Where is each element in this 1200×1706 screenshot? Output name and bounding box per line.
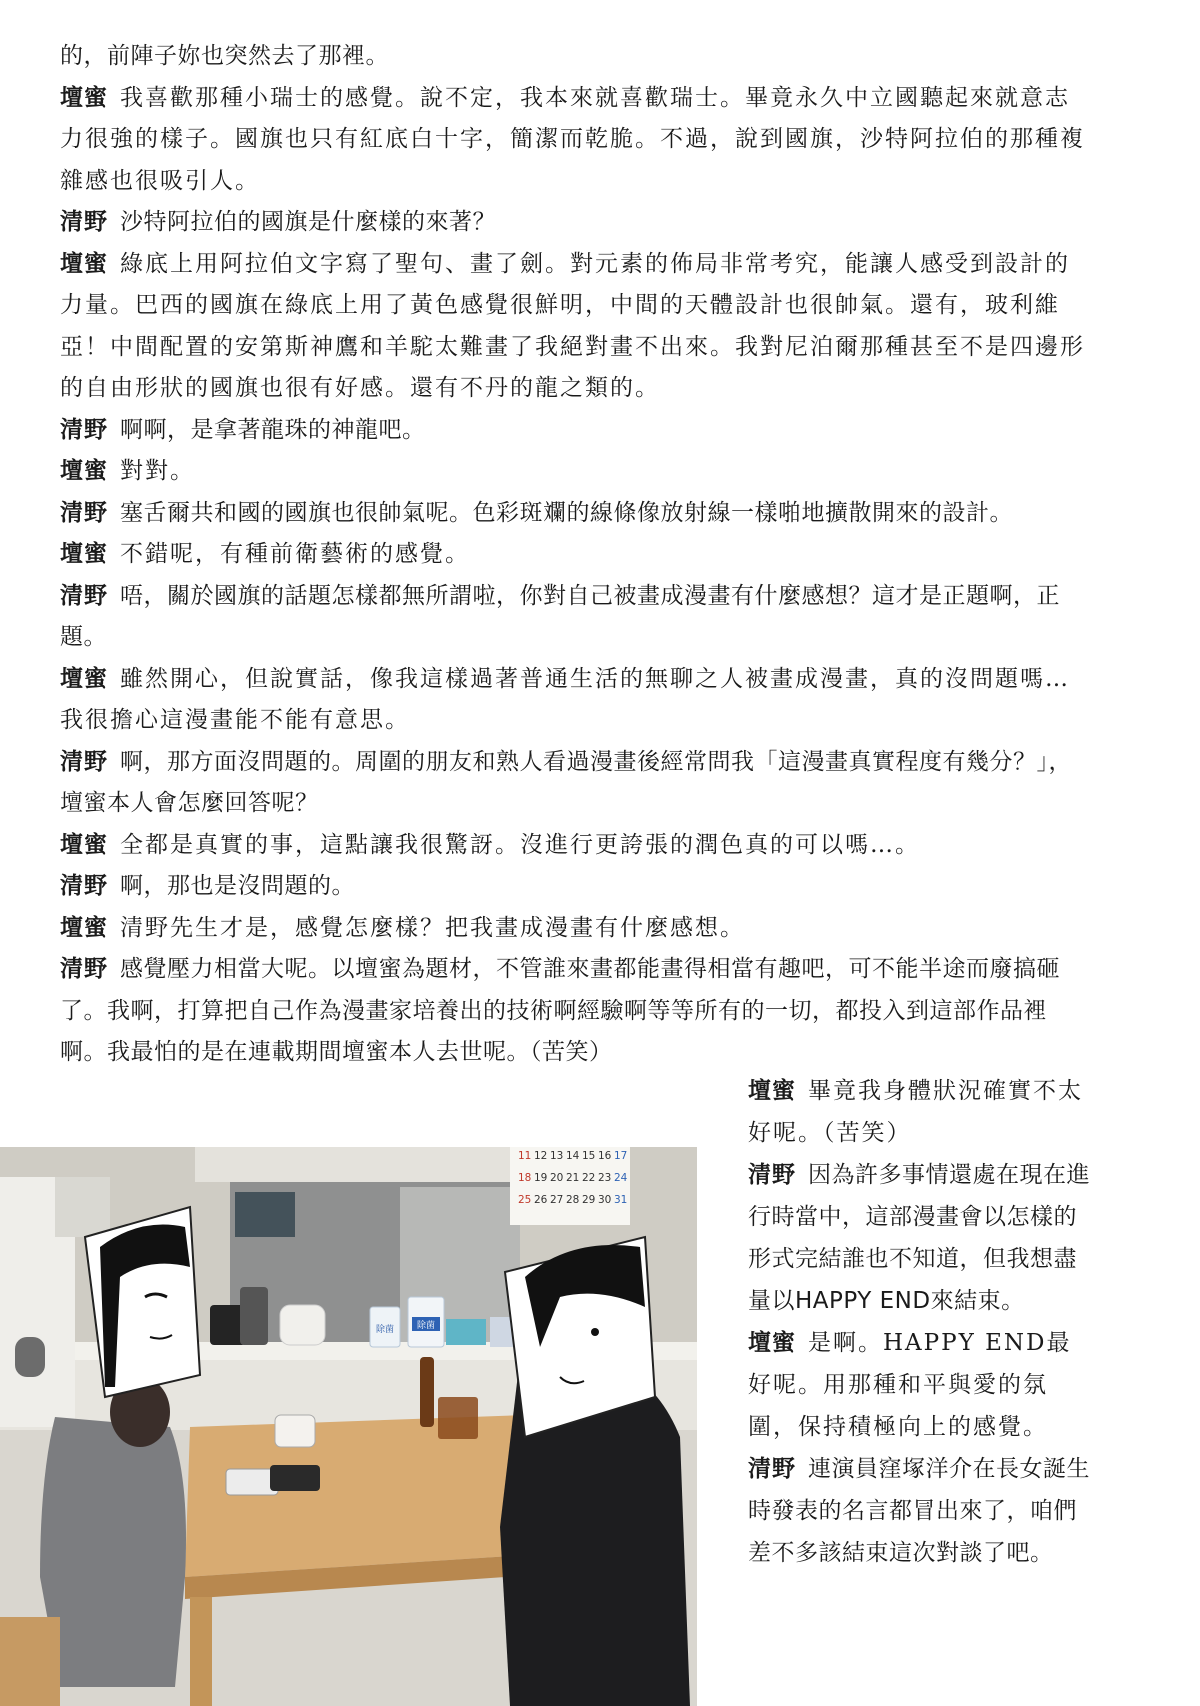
calendar-day: 12 [534,1150,548,1162]
dialogue-line [748,1070,1093,1154]
line-text: 的，前陣子妳也突然去了那裡。 [60,43,389,69]
speaker-label: 清野 [60,416,108,443]
speaker-label: 壇蜜 [60,458,108,484]
wall-calendar [510,1147,630,1225]
line-text: 我喜歡那種小瑞士的感覺。說不定，我本來就喜歡瑞士。畢竟永久中立國聽起來就意志力很強的樣子。國旗也只有紅底白十字，簡潔而乾脆。不過，說到國旗，沙特阿拉伯的那種複雜感也很吸引人。 [60,84,1085,194]
oven-mitt [15,1337,45,1377]
line-text: 感覺壓力相當大呢。以壇蜜為題材，不管誰來畫都能畫得相當有趣吧，可不能半途而廢搞砸了。我啊，打算把自己作為漫畫家培養出的技術啊經驗啊等等所有的一切，都投入到這部作品裡啊。我最怕的是在連載期間壇蜜本人去世呢。（苦笑） [60,956,1060,1065]
wall-picture [235,1192,295,1237]
calendar-day: 19 [534,1172,548,1184]
speaker-label: 清野 [60,873,108,899]
kettle [240,1287,268,1345]
calendar-day: 31 [614,1194,628,1206]
calendar-day: 13 [550,1150,564,1162]
person-left [40,1377,186,1687]
dialogue-line [748,1322,1093,1448]
remote-control [270,1465,320,1491]
calendar-day: 18 [518,1172,532,1184]
tissue-box [446,1319,486,1345]
line-text: 連演員窪塚洋介在長女誕生時發表的名言都冒出來了，咱們差不多該結束這次對談了吧。 [748,1456,1090,1566]
line-text: 清野先生才是，感覺怎麼樣？把我畫成漫畫有什麼感想。 [120,914,745,941]
line-text: 啊啊，是拿著龍珠的神龍吧。 [120,416,426,443]
speaker-label: 壇蜜 [748,1078,796,1104]
speaker-label: 清野 [748,1162,796,1188]
speaker-label: 清野 [748,1456,796,1482]
speaker-label: 壇蜜 [60,665,108,692]
dialogue-line [60,742,1092,825]
dialogue-line [60,493,1092,535]
dialogue-line [60,202,1092,244]
chair [0,1617,60,1706]
speaker-label: 壇蜜 [60,250,108,277]
line-text: 因為許多事情還處在現在進行時當中，這部漫畫會以怎樣的形式完結誰也不知道，但我想盡量以HAPPY END來結束。 [748,1162,1090,1314]
kitchen-photo [0,1147,697,1706]
dialogue-line [60,908,1092,950]
calendar-day: 27 [550,1194,564,1206]
calendar-day: 16 [598,1150,612,1162]
calendar-day: 24 [614,1172,628,1184]
dialogue-line [60,825,1092,867]
line-text: 雖然開心，但說實話，像我這樣過著普通生活的無聊之人被畫成漫畫，真的沒問題嗎…我很擔心這漫畫能不能有意思。 [60,665,1070,733]
speaker-label: 清野 [60,748,108,775]
speaker-label: 壇蜜 [60,84,108,111]
line-text: 啊，那也是沒問題的。 [120,873,355,899]
dialogue-line [748,1154,1093,1322]
sanitizer-container-left [370,1307,400,1347]
dialogue-line [60,410,1092,452]
speaker-label: 壇蜜 [60,541,108,567]
calendar-day: 26 [534,1194,548,1206]
calendar-day: 23 [598,1172,612,1184]
line-text: 畢竟我身體狀況確實不太好呢。（苦笑） [748,1078,1083,1146]
range-hood [195,1147,525,1182]
calendar-day: 14 [566,1150,580,1162]
dialogue-line [60,659,1092,742]
speaker-label: 清野 [60,582,108,609]
line-text: 全都是真實的事，這點讓我很驚訝。沒進行更誇張的潤色真的可以嗎…。 [120,831,920,858]
speaker-label: 壇蜜 [60,914,108,941]
dialogue-column [60,36,1092,1074]
manga-face-card-left [85,1207,200,1397]
calendar-day: 17 [614,1150,628,1162]
electric-kettle [280,1305,325,1345]
calendar-day: 11 [518,1150,532,1162]
speaker-label: 清野 [60,209,108,235]
beer-bottle [420,1357,434,1427]
calendar-day: 29 [582,1194,596,1206]
calendar-day: 28 [566,1194,580,1206]
calendar-day: 21 [566,1172,580,1184]
calendar-day: 30 [598,1194,612,1206]
calendar-day: 22 [582,1172,596,1184]
dialogue-line [60,36,1092,78]
line-text: 是啊。HAPPY END最好呢。用那種和平與愛的氛圍，保持積極向上的感覺。 [748,1330,1072,1440]
product-label: 除菌 [416,1321,436,1331]
line-text: 塞舌爾共和國的國旗也很帥氣呢。色彩斑斕的線條像放射線一樣啪地擴散開來的設計。 [120,499,1013,526]
dialogue-line [60,78,1092,203]
line-text: 不錯呢，有種前衛藝術的感覺。 [120,541,470,567]
dialogue-line [60,576,1092,659]
kitchen-photo-illustration [0,1147,697,1706]
speaker-label: 壇蜜 [748,1330,796,1356]
speaker-label: 清野 [60,956,108,982]
speaker-label: 清野 [60,499,108,526]
dialogue-line [60,534,1092,576]
line-text: 綠底上用阿拉伯文字寫了聖句、畫了劍。對元素的佈局非常考究，能讓人感受到設計的力量。巴西的國旗在綠底上用了黃色感覺很鮮明，中間的天體設計也很帥氣。還有，玻利維亞！中間配置的安第斯神鷹和羊駝太難畫了我絕對畫不出來。我對尼泊爾那種甚至不是四邊形的自由形狀的國旗也很有好感。還有不丹的龍之類的。 [60,250,1085,401]
sanitizer-container-right [408,1297,444,1347]
dialogue-line [748,1448,1093,1574]
drinking-glass [438,1397,478,1439]
calendar-day: 25 [518,1194,532,1206]
coffee-mug [275,1415,315,1447]
dish-rack [55,1177,110,1237]
dialogue-line [60,451,1092,493]
calendar-day: 15 [582,1150,596,1162]
line-text: 沙特阿拉伯的國旗是什麼樣的來著？ [120,209,496,235]
dialogue-line [60,949,1092,1074]
dialogue-line [60,866,1092,908]
speaker-label: 壇蜜 [60,831,108,858]
line-text: 唔，關於國旗的話題怎樣都無所謂啦，你對自己被畫成漫畫有什麼感想？這才是正題啊，正題。 [60,582,1060,650]
product-label: 除菌 [375,1325,395,1335]
line-text: 啊，那方面沒問題的。周圍的朋友和熟人看過漫畫後經常問我「這漫畫真實程度有幾分？」，壇蜜本人會怎麼回答呢？ [60,748,1072,816]
calendar-day: 20 [550,1172,564,1184]
side-dialogue-column [748,1070,1093,1574]
dialogue-line [60,244,1092,410]
line-text: 對對。 [120,458,195,484]
